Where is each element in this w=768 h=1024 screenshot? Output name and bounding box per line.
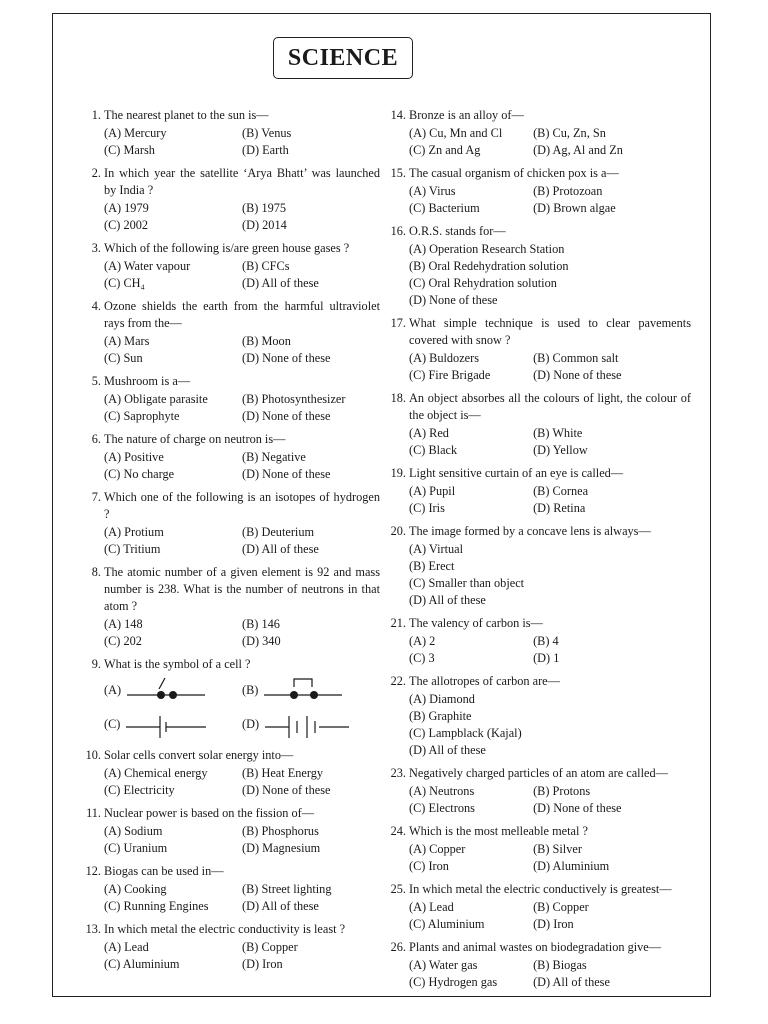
option: (B) Oral Redehydration solution	[409, 259, 569, 273]
page-title-text: SCIENCE	[287, 44, 399, 71]
right-column	[389, 107, 691, 991]
options-list	[104, 765, 380, 799]
question-number: 11.	[86, 806, 101, 820]
question-text: The valency of carbon is—	[409, 616, 543, 630]
options-list	[104, 524, 380, 558]
option-label: (B)	[242, 682, 259, 697]
question-number: 2.	[91, 166, 101, 180]
question-text: In which metal the electric conductively is greatest—	[409, 882, 672, 896]
question-text: O.R.S. stands for—	[409, 224, 506, 238]
option: (D) None of these	[242, 467, 331, 481]
options-list	[409, 541, 691, 609]
question-5	[84, 373, 380, 425]
options-list	[409, 425, 691, 459]
option: (A) Cu, Mn and Cl	[409, 126, 503, 140]
option: (C) Electricity	[104, 783, 175, 797]
option: (A) Copper	[409, 842, 466, 856]
option: (D) All of these	[533, 975, 610, 989]
option: (B) Silver	[533, 842, 582, 856]
option: (D) None of these	[533, 368, 622, 382]
option: (D) None of these	[533, 801, 622, 815]
option: (B) Graphite	[409, 709, 472, 723]
question-23	[389, 765, 691, 817]
option: (B) Phosphorus	[242, 824, 319, 838]
question-20	[389, 523, 691, 609]
question-text: Ozone shields the earth from the harmful ultraviolet rays from the—	[104, 299, 380, 330]
options-list	[409, 125, 691, 159]
question-text: Light sensitive curtain of an eye is called—	[409, 466, 624, 480]
option: (B) Biogas	[533, 958, 587, 972]
option: (C) CH₄	[104, 276, 145, 290]
question-number: 17.	[390, 316, 406, 330]
option: (C) Iris	[409, 501, 445, 515]
options-list	[409, 241, 691, 309]
options-list	[409, 350, 691, 384]
question-number: 21.	[390, 616, 406, 630]
option: (B) Street lighting	[242, 882, 332, 896]
options-list	[409, 183, 691, 217]
option: (A) 1979	[104, 201, 149, 215]
option-label: (A)	[104, 682, 122, 697]
question-24	[389, 823, 691, 875]
option: (B) 1975	[242, 201, 287, 215]
option: (C) 2002	[104, 218, 149, 232]
question-number: 15.	[390, 166, 406, 180]
option: (B) Erect	[409, 559, 455, 573]
question-number: 9.	[91, 657, 101, 671]
option: (C) Lampblack (Kajal)	[409, 726, 522, 740]
question-number: 19.	[390, 466, 406, 480]
question-1	[84, 107, 380, 159]
question-3	[84, 240, 380, 292]
question-text: Negatively charged particles of an atom are called—	[409, 766, 668, 780]
option: (A) 2	[409, 634, 436, 648]
question-text: Solar cells convert solar energy into—	[104, 748, 294, 762]
option: (A) Chemical energy	[104, 766, 208, 780]
option: (B) Negative	[242, 450, 306, 464]
terminal	[169, 691, 177, 699]
option: (C) Oral Rehydration solution	[409, 276, 557, 290]
option: (C) Hydrogen gas	[409, 975, 498, 989]
option: (B) Common salt	[533, 351, 619, 365]
option: (C) 202	[104, 634, 142, 648]
option: (D) None of these	[242, 351, 331, 365]
question-text: Which is the most melleable metal ?	[409, 824, 588, 838]
option: (B) Moon	[242, 334, 291, 348]
options-list	[104, 258, 380, 292]
question-text: The allotropes of carbon are—	[409, 674, 560, 688]
question-text: What is the symbol of a cell ?	[104, 657, 251, 671]
question-number: 25.	[390, 882, 406, 896]
options-list	[104, 616, 380, 650]
option: (B) CFCs	[242, 259, 290, 273]
question-number: 16.	[390, 224, 406, 238]
question-number: 8.	[91, 565, 101, 579]
question-number: 3.	[91, 241, 101, 255]
option: (A) Water gas	[409, 958, 478, 972]
options-list	[409, 841, 691, 875]
question-19	[389, 465, 691, 517]
question-number: 6.	[91, 432, 101, 446]
terminal	[310, 691, 318, 699]
option-label: (D)	[242, 716, 260, 731]
option: (C) Smaller than object	[409, 576, 525, 590]
option: (C) Sun	[104, 351, 143, 365]
question-text: Biogas can be used in—	[104, 864, 224, 878]
option: (D) None of these	[242, 783, 331, 797]
options-list	[409, 899, 691, 933]
option: (A) Protium	[104, 525, 164, 539]
option: (A) Mars	[104, 334, 150, 348]
options-list	[409, 633, 691, 667]
option: (B) Venus	[242, 126, 292, 140]
left-column	[84, 107, 380, 973]
option: (A) Positive	[104, 450, 164, 464]
question-text: What simple technique is used to clear pavements covered with snow ?	[409, 316, 691, 347]
question-9	[84, 656, 380, 741]
option: (D) Yellow	[533, 443, 588, 457]
option-label: (C)	[104, 716, 121, 731]
option: (A) Mercury	[104, 126, 167, 140]
option: (C) Saprophyte	[104, 409, 180, 423]
question-number: 4.	[91, 299, 101, 313]
question-text: Which of the following is/are green house gases ?	[104, 241, 350, 255]
question-number: 14.	[390, 108, 406, 122]
option-b	[242, 675, 380, 705]
option: (C) Zn and Ag	[409, 143, 481, 157]
question-text: An object absorbes all the colours of light, the colour of the object is—	[409, 391, 691, 422]
option: (A) Sodium	[104, 824, 163, 838]
question-number: 7.	[91, 490, 101, 504]
question-number: 23.	[390, 766, 406, 780]
option: (D) Brown algae	[533, 201, 616, 215]
option: (A) Lead	[104, 940, 149, 954]
question-text: Plants and animal wastes on biodegradation give—	[409, 940, 662, 954]
question-8	[84, 564, 380, 650]
option: (D) Magnesium	[242, 841, 321, 855]
switch-lever	[159, 678, 165, 689]
option: (C) Tritium	[104, 542, 161, 556]
question-number: 20.	[390, 524, 406, 538]
question-2	[84, 165, 380, 234]
option: (D) 2014	[242, 218, 287, 232]
options-list	[104, 391, 380, 425]
option: (D) None of these	[242, 409, 331, 423]
circuit-option-row	[104, 673, 380, 707]
options-list	[104, 125, 380, 159]
question-text: Which one of the following is an isotopes of hydrogen ?	[104, 490, 380, 521]
option: (D) All of these	[242, 276, 319, 290]
option: (C) Uranium	[104, 841, 168, 855]
option: (C) Aluminium	[104, 957, 180, 971]
options-list	[104, 449, 380, 483]
option: (A) Neutrons	[409, 784, 475, 798]
question-16	[389, 223, 691, 309]
question-number: 1.	[91, 108, 101, 122]
cell-symbol-a	[125, 675, 213, 705]
question-6	[84, 431, 380, 483]
option: (A) Buldozers	[409, 351, 480, 365]
option: (D) Iron	[242, 957, 283, 971]
option: (B) Photosynthesizer	[242, 392, 346, 406]
option: (B) Deuterium	[242, 525, 315, 539]
option: (C) 3	[409, 651, 435, 665]
question-text: The atomic number of a given element is 92 and mass number is 238. What is the number of neutrons in that atom ?	[104, 565, 380, 613]
cell-symbol-c	[124, 709, 212, 739]
question-text: The nearest planet to the sun is—	[104, 108, 269, 122]
option: (C) Iron	[409, 859, 449, 873]
question-number: 10.	[85, 748, 101, 762]
question-number: 5.	[91, 374, 101, 388]
question-15	[389, 165, 691, 217]
plug-key	[294, 679, 312, 687]
option-d	[242, 709, 380, 739]
option: (D) 1	[533, 651, 560, 665]
option: (B) Cu, Zn, Sn	[533, 126, 606, 140]
question-18	[389, 390, 691, 459]
option: (A) Lead	[409, 900, 454, 914]
option: (D) None of these	[409, 293, 498, 307]
question-text: The nature of charge on neutron is—	[104, 432, 286, 446]
terminal	[157, 691, 165, 699]
question-13	[84, 921, 380, 973]
option: (B) Heat Energy	[242, 766, 324, 780]
option: (C) Black	[409, 443, 458, 457]
option: (B) Protons	[533, 784, 591, 798]
option: (B) 146	[242, 617, 280, 631]
question-number: 18.	[390, 391, 406, 405]
question-number: 22.	[390, 674, 406, 688]
page-title	[273, 37, 413, 79]
question-text: In which year the satellite ‘Arya Bhatt’ was launched by India ?	[104, 166, 380, 197]
cell-symbol-b	[262, 675, 350, 705]
question-number: 24.	[390, 824, 406, 838]
option: (A) Pupil	[409, 484, 456, 498]
option: (A) Water vapour	[104, 259, 191, 273]
options-list	[409, 957, 691, 991]
cell-symbol-d	[263, 709, 351, 739]
option: (B) White	[533, 426, 583, 440]
option-a	[104, 675, 242, 705]
option: (C) Bacterium	[409, 201, 480, 215]
question-text: In which metal the electric conductivity is least ?	[104, 922, 346, 936]
option: (D) All of these	[409, 593, 486, 607]
option: (D) Aluminium	[533, 859, 610, 873]
options-list	[409, 483, 691, 517]
question-7	[84, 489, 380, 558]
option: (C) Marsh	[104, 143, 155, 157]
option: (C) Fire Brigade	[409, 368, 491, 382]
question-12	[84, 863, 380, 915]
options-list	[409, 691, 691, 759]
question-text: Bronze is an alloy of—	[409, 108, 524, 122]
option: (C) Aluminium	[409, 917, 485, 931]
option: (D) 340	[242, 634, 281, 648]
options-list	[409, 783, 691, 817]
option: (D) Retina	[533, 501, 586, 515]
question-4	[84, 298, 380, 367]
question-11	[84, 805, 380, 857]
question-26	[389, 939, 691, 991]
options-list	[104, 823, 380, 857]
options-list	[104, 200, 380, 234]
question-text: The casual organism of chicken pox is a—	[409, 166, 619, 180]
option: (B) Copper	[242, 940, 298, 954]
option: (A) Obligate parasite	[104, 392, 208, 406]
question-22	[389, 673, 691, 759]
option: (D) Iron	[533, 917, 574, 931]
options-list	[104, 333, 380, 367]
question-number: 13.	[85, 922, 101, 936]
option: (A) Cooking	[104, 882, 167, 896]
options-list	[104, 881, 380, 915]
option: (C) Electrons	[409, 801, 475, 815]
option: (A) 148	[104, 617, 143, 631]
option: (D) All of these	[242, 542, 319, 556]
option: (A) Virtual	[409, 542, 464, 556]
option: (D) All of these	[409, 743, 486, 757]
terminal	[290, 691, 298, 699]
question-number: 12.	[85, 864, 101, 878]
option: (B) Cornea	[533, 484, 589, 498]
options-list	[104, 939, 380, 973]
option: (A) Virus	[409, 184, 456, 198]
option: (A) Diamond	[409, 692, 475, 706]
question-text: The image formed by a concave lens is always—	[409, 524, 651, 538]
question-text: Mushroom is a—	[104, 374, 191, 388]
option: (B) Copper	[533, 900, 589, 914]
option: (A) Red	[409, 426, 449, 440]
option: (D) Earth	[242, 143, 289, 157]
option: (A) Operation Research Station	[409, 242, 565, 256]
circuit-option-row	[104, 707, 380, 741]
question-10	[84, 747, 380, 799]
question-25	[389, 881, 691, 933]
option: (D) All of these	[242, 899, 319, 913]
question-number: 26.	[390, 940, 406, 954]
option: (B) 4	[533, 634, 559, 648]
question-text: Nuclear power is based on the fission of—	[104, 806, 315, 820]
question-14	[389, 107, 691, 159]
option: (B) Protozoan	[533, 184, 603, 198]
question-17	[389, 315, 691, 384]
option: (C) Running Engines	[104, 899, 209, 913]
question-21	[389, 615, 691, 667]
option: (C) No charge	[104, 467, 175, 481]
option-c	[104, 709, 242, 739]
option: (D) Ag, Al and Zn	[533, 143, 623, 157]
